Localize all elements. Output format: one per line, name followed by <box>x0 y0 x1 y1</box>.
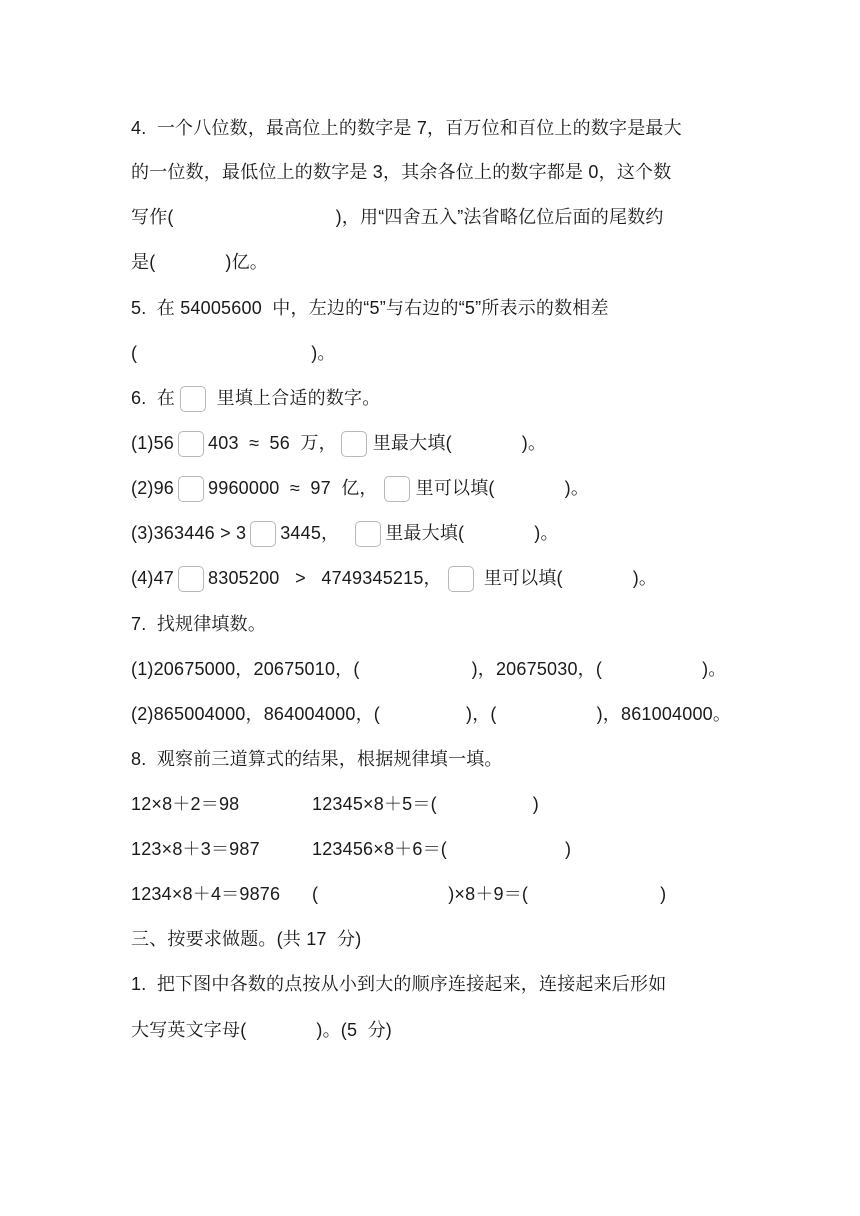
q4-line-1: 4. 一个八位数，最高位上的数字是 7，百万位和百位上的数字是最大 <box>131 118 682 138</box>
q5-line-1: 5. 在 54005600 中，左边的“5”与右边的“5”所表示的数相差 <box>131 298 609 318</box>
q4-line-4: 是( )亿。 <box>131 252 269 272</box>
q6-part-2: (2)96 9960000 ≈ 97 亿， 里可以填( )。 <box>131 476 589 502</box>
q7-part-1: (1)20675000，20675010，( )，20675030，( )。 <box>131 659 727 679</box>
answer-box[interactable] <box>384 476 410 502</box>
s3-q1-line-1: 1. 把下图中各数的点按从小到大的顺序连接起来，连接起来后形如 <box>131 974 667 994</box>
section-3-title: 三、按要求做题。(共 17 分) <box>131 929 362 949</box>
answer-box[interactable] <box>355 521 381 547</box>
answer-box[interactable] <box>448 566 474 592</box>
q8-row-1: 12×8＋2＝98 <box>131 794 240 814</box>
q7-part-2: (2)865004000，864004000，( )，( )，861004000。 <box>131 704 732 724</box>
q7-title: 7. 找规律填数。 <box>131 614 267 634</box>
q4-line-3: 写作( )，用“四舍五入”法省略亿位后面的尾数约 <box>131 207 664 227</box>
answer-box[interactable] <box>250 521 276 547</box>
q8-row-2-task: 123456×8＋6＝( ) <box>312 839 572 859</box>
q8-title: 8. 观察前三道算式的结果，根据规律填一填。 <box>131 749 503 769</box>
answer-box[interactable] <box>341 431 367 457</box>
answer-box[interactable] <box>178 566 204 592</box>
s3-q1-line-2: 大写英文字母( )。(5 分) <box>131 1020 393 1040</box>
q8-row-1-task: 12345×8＋5＝( ) <box>312 794 539 814</box>
answer-box[interactable] <box>180 386 206 412</box>
q6-title: 6. 在 里填上合适的数字。 <box>131 386 380 412</box>
q8-row-3: 1234×8＋4＝9876 <box>131 884 281 904</box>
q6-part-4: (4)47 8305200 > 4749345215， 里可以填( )。 <box>131 566 657 592</box>
q4-line-2: 的一位数，最低位上的数字是 3，其余各位上的数字都是 0，这个数 <box>131 162 672 182</box>
q6-part-3: (3)363446 > 3 3445， 里最大填( )。 <box>131 521 559 547</box>
q8-row-2: 123×8＋3＝987 <box>131 839 260 859</box>
answer-box[interactable] <box>178 476 204 502</box>
q6-part-1: (1)56 403 ≈ 56 万， 里最大填( )。 <box>131 431 546 457</box>
answer-box[interactable] <box>178 431 204 457</box>
q5-line-2: ( )。 <box>131 343 336 363</box>
q8-row-3-task: ( )×8＋9＝( ) <box>312 884 667 904</box>
